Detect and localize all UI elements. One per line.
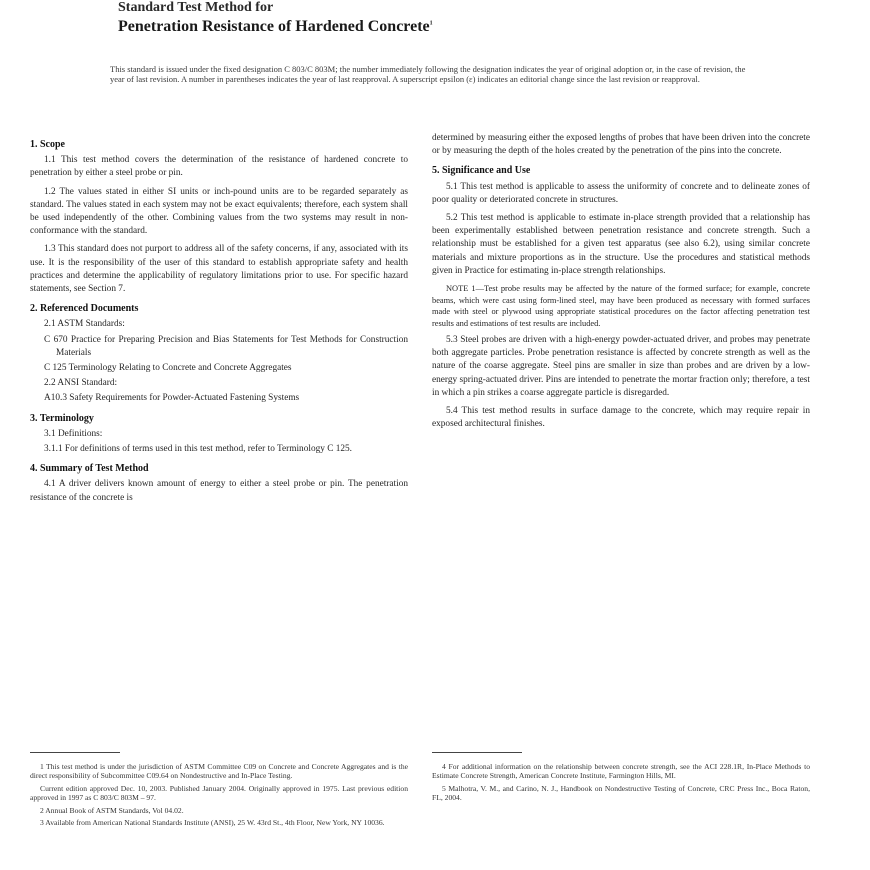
footnotes-right (432, 762, 810, 806)
list-item: 3.1.1 For definitions of terms used in this test method, refer to Terminology C 125. (44, 444, 353, 455)
standard-type-line: Standard Test Method for (118, 0, 274, 15)
section-terminology-title: 3. Terminology (30, 412, 94, 424)
paragraph: 4.1 A driver delivers known amount of energy to either a steel probe or pin. The penetration resistance of the concrete is (30, 479, 408, 503)
title-text: Penetration Resistance of Hardened Concrete (118, 18, 430, 35)
section-referenced-documents-title: 2. Referenced Documents (30, 303, 139, 315)
footnotes-left (30, 762, 408, 830)
title-footnote-ref: 1 (429, 20, 433, 27)
footnote: 5 Malhotra, V. M., and Carino, N. J., Handbook on Nondestructive Testing of Concrete, CRC Press Inc., Boca Raton, FL, 2004. (432, 783, 810, 803)
list-item: 3.1 Definitions: (44, 428, 103, 439)
paragraph: 1.1 This test method covers the determination of the resistance of hardened concrete to penetration by either a steel probe or pin. (30, 155, 408, 179)
footnote-divider (432, 752, 522, 753)
footnote-divider (30, 752, 120, 753)
section-significance-title: 5. Significance and Use (432, 165, 531, 177)
document-header (118, 0, 758, 38)
paragraph: 1.2 The values stated in either SI units or inch-pound units are to be regarded separately as standard. The values stated in each system may not be exact equivalents; therefore, each system shall be used independently of the other. Combining values from the two systems may result in non-conformance with the standard. (30, 186, 408, 237)
footnote: 4 For additional information on the relationship between concrete strength, see the ACI 228.1R, In-Place Methods to Estimate Concrete Strength, American Concrete Institute, Farmington Hills, MI. (432, 762, 810, 781)
footnote: 2 Annual Book of ASTM Standards, Vol 04.02. (40, 805, 184, 815)
list-item: A10.3 Safety Requirements for Powder-Actuated Fastening Systems (44, 393, 300, 404)
footnote: Current edition approved Dec. 10, 2003. Published January 2004. Originally approved in 1975. Last previous edition approved in 1997 as C 803/C 803M – 97. (30, 783, 408, 803)
paragraph-continued: determined by measuring either the exposed lengths of probes that have been driven into the concrete or by measuring the depth of the holes created by the penetration of the pins into the concrete. (432, 133, 810, 157)
section-scope-title: 1. Scope (30, 139, 65, 150)
list-item: C 125 Terminology Relating to Concrete and Concrete Aggregates (44, 363, 292, 374)
list-item: C 670 Practice for Preparing Precision and Bias Statements for Test Methods for Construction Materials (44, 334, 408, 358)
footnote: 1 This test method is under the jurisdiction of ASTM Committee C09 on Concrete and Concrete Aggregates and is the direct responsibility of Subcommittee C09.64 on Nondestructive and In-Place Testing. (30, 762, 408, 781)
footnote: 3 Available from American National Standards Institute (ANSI), 25 W. 43rd St., 4th Floor, New York, NY 10036. (40, 818, 385, 828)
paragraph: 5.4 This test method results in surface damage to the concrete, which may require repair in exposed architectural finishes. (432, 406, 810, 430)
left-column (30, 132, 408, 510)
paragraph: 5.3 Steel probes are driven with a high-energy powder-actuated driver, and probes may penetrate both aggregate particles. Probe penetration resistance is affected by concrete strength as well as the nature of the coarse aggregate. Steel pins are smaller in size than probes and are driven by a low-energy spring-actuated driver. Pins are intended to penetrate the mortar fraction only; therefore, a test in which a pin strikes a coarse aggregate particle is disregarded. (432, 335, 810, 398)
document-title (118, 16, 758, 38)
right-column (432, 132, 810, 436)
section-summary-title: 4. Summary of Test Method (30, 463, 149, 475)
paragraph: 5.2 This test method is applicable to estimate in-place strength provided that a relationship has been experimentally established between penetration resistance and concrete strength. Such a relationship must be established for a given test apparatus (see also 6.2), using similar concrete materials and mixture proportions as in the structure. Use the procedures and statistical methods given in Practice for estimating in-place strength relationships. (432, 213, 810, 276)
note: NOTE 1—Test probe results may be affected by the nature of the formed surface; for example, concrete beams, which were cast using form-lined steel, may have been produced as necessary with formed surfaces made with steel or plywood using appropriate statistical procedures on the factor affecting penetration test results and estimations of test results are included. (432, 284, 810, 328)
list-item: 2.2 ANSI Standard: (44, 378, 118, 389)
paragraph: 1.3 This standard does not purport to address all of the safety concerns, if any, associated with its use. It is the responsibility of the user of this standard to establish appropriate safety and health practices and determine the applicability of regulatory limitations prior to use. For specific hazard statements, see Section 7. (30, 244, 408, 295)
list-item: 2.1 ASTM Standards: (44, 319, 125, 330)
designation-notice: This standard is issued under the fixed designation C 803/C 803M; the number immediately following the designation indicates the year of original adoption or, in the case of revision, the year of last revision. A number in parentheses indicates the year of last reapproval. A superscript epsilon (ε) indicates an editorial change since the last revision or reapproval. (110, 64, 746, 84)
paragraph: 5.1 This test method is applicable to assess the uniformity of concrete and to delineate zones of poor quality or deteriorated concrete in structures. (432, 181, 810, 205)
